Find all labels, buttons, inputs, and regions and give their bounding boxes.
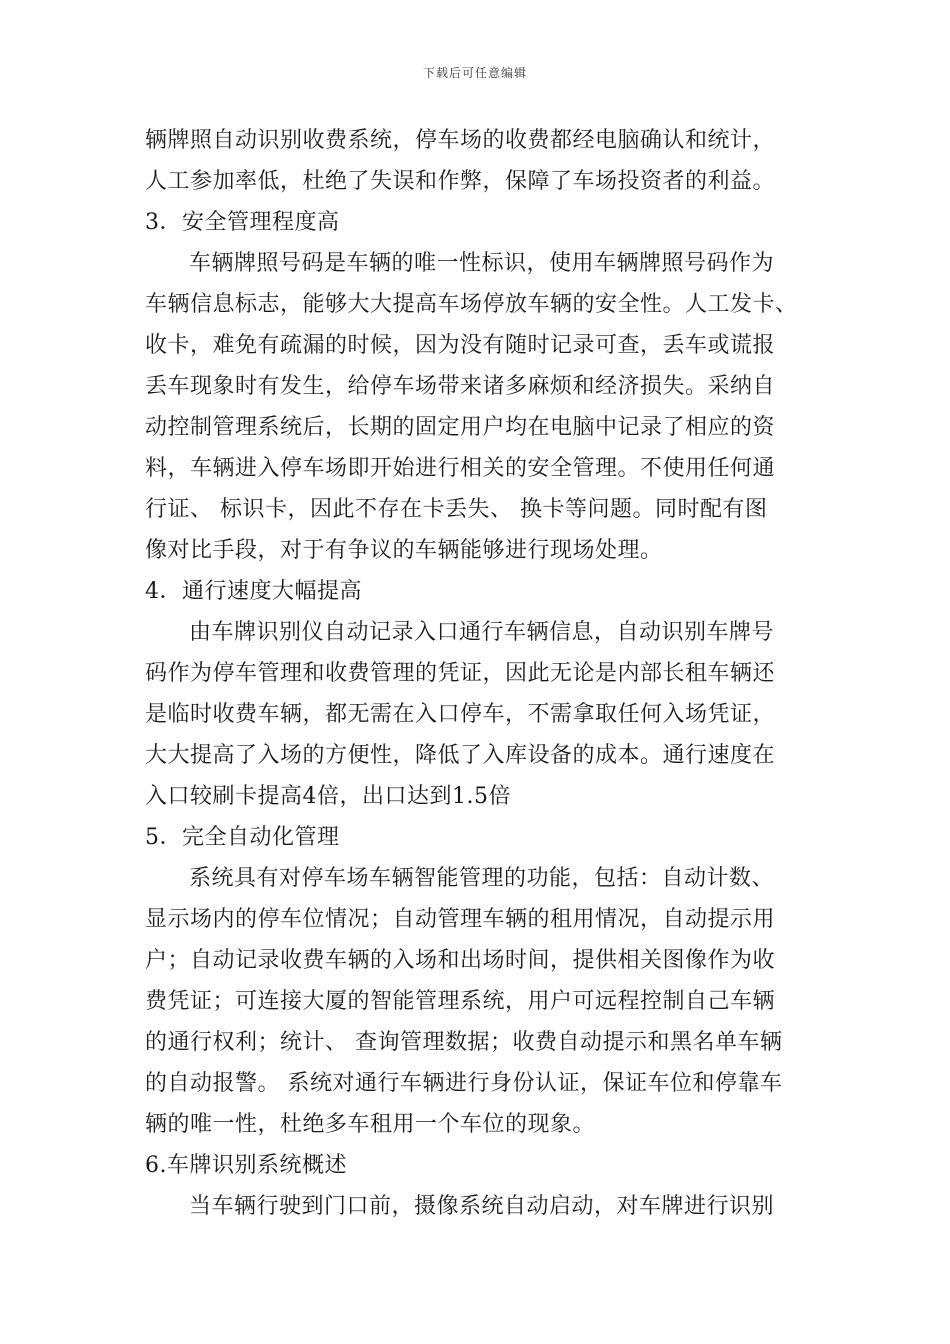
body-line: 车辆牌照号码是车辆的唯一性标识，使用车辆牌照号码作为	[189, 251, 775, 276]
body-line: 由车牌识别仪自动记录入口通行车辆信息，自动识别车牌号	[189, 620, 775, 645]
body-line: 行证、 标识卡，因此不存在卡丢失、 换卡等问题。同时配有图	[145, 497, 768, 522]
section-heading: 6.车牌识别系统概述	[145, 1153, 347, 1178]
body-line: 收卡，难免有疏漏的时候，因为没有随时记录可查，丢车或谎报	[145, 333, 776, 358]
body-line: 入口较刷卡提高4倍，出口达到1.5倍	[145, 784, 511, 809]
body-line: 的自动报警。 系统对通行车辆进行身份认证，保证车位和停靠车	[145, 1071, 783, 1096]
body-line: 丢车现象时有发生，给停车场带来诸多麻烦和经济损失。采纳自	[145, 374, 776, 399]
body-line: 显示场内的停车位情况；自动管理车辆的租用情况，自动提示用	[145, 907, 776, 932]
body-line: 辆的唯一性，杜绝多车租用一个车位的现象。	[145, 1112, 596, 1137]
body-line: 当车辆行驶到门口前，摄像系统自动启动，对车牌进行识别	[189, 1194, 775, 1219]
body-line: 系统具有对停车场车辆智能管理的功能，包括：自动计数、	[189, 866, 775, 891]
body-line: 动控制管理系统后，长期的固定用户均在电脑中记录了相应的资	[145, 415, 776, 440]
body-line: 人工参加率低，杜绝了失误和作弊，保障了车场投资者的利益。	[145, 169, 776, 194]
body-line: 车辆信息标志，能够大大提高车场停放车辆的安全性。人工发卡、	[145, 292, 798, 317]
body-line: 辆牌照自动识别收费系统，停车场的收费都经电脑确认和统计，	[145, 128, 776, 153]
section-heading: 5．完全自动化管理	[145, 825, 340, 850]
section-heading: 4．通行速度大幅提高	[145, 579, 362, 604]
body-line: 大大提高了入场的方便性，降低了入库设备的成本。通行速度在	[145, 743, 776, 768]
body-line: 是临时收费车辆，都无需在入口停车，不需拿取任何入场凭证，	[145, 702, 776, 727]
page-header-note: 下载后可任意编辑	[422, 66, 527, 80]
body-line: 码作为停车管理和收费管理的凭证，因此无论是内部长租车辆还	[145, 661, 776, 686]
body-line: 料，车辆进入停车场即开始进行相关的安全管理。不使用任何通	[145, 456, 776, 481]
body-line: 的通行权利；统计、 查询管理数据；收费自动提示和黑名单车辆	[145, 1030, 783, 1055]
document-body	[145, 120, 825, 1227]
body-line: 户；自动记录收费车辆的入场和出场时间，提供相关图像作为收	[145, 948, 776, 973]
body-line: 像对比手段，对于有争议的车辆能够进行现场处理。	[145, 538, 663, 563]
body-line: 费凭证；可连接大厦的智能管理系统，用户可远程控制自己车辆	[145, 989, 776, 1014]
section-heading: 3．安全管理程度高	[145, 210, 340, 235]
